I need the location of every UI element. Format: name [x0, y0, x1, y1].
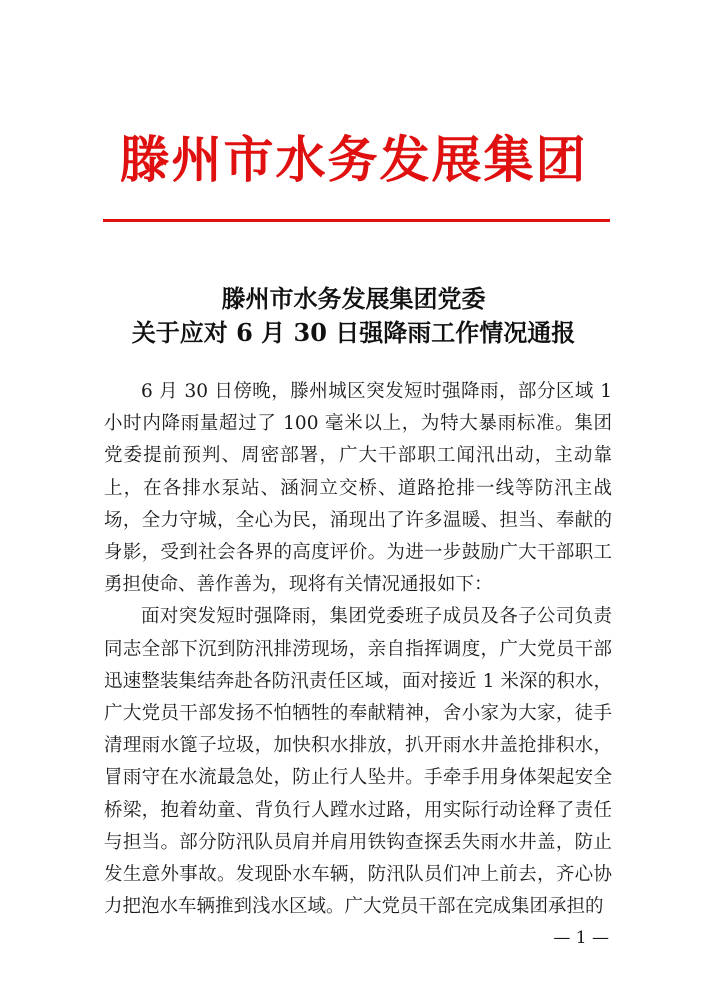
letterhead-red-rule	[103, 219, 610, 222]
body-paragraph-2: 面对突发短时强降雨，集团党委班子成员及各子公司负责同志全部下沉到防汛排涝现场，亲自指挥调度，广大党员干部迅速整装集结奔赴各防汛责任区域，面对接近 1 米深的积水，广大党员干部发扬不怕牺牲的奉献精神，舍小家为大家，徒手清理雨水篦子垃圾，加快积水排放，扒开雨水井盖抢排积水，冒雨守在水流最急处，防止行人坠井。手牵手用身体架起安全桥梁，抱着幼童、背负行人蹚水过路，用实际行动诠释了责任与担当。部分防汛队员肩并肩用铁钩查探丢失雨水井盖，防止发生意外事故。发现卧水车辆，防汛队员们冲上前去，齐心协力把泡水车辆推到浅水区域。广大党员干部在完成集团承担的	[104, 606, 612, 918]
document-title-line-1: 滕州市水务发展集团党委	[221, 284, 486, 313]
page-number: — 1 —	[553, 928, 609, 948]
document-title-line-2: 关于应对 6 月 30 日强降雨工作情况通报	[131, 318, 576, 347]
letterhead-org-name: 滕州市水务发展集团	[119, 130, 588, 189]
body-paragraph-1: 6 月 30 日傍晚，滕州城区突发短时强降雨，部分区域 1 小时内降雨量超过了 100 毫米以上，为特大暴雨标准。集团党委提前预判、周密部署，广大干部职工闻汛出动，主动靠上，在各排水泵站、涵洞立交桥、道路抢排一线等防汛主战场，全力守城，全心为民，涌现出了许多温暖、担当、奉献的身影，受到社会各界的高度评价。为进一步鼓励广大干部职工勇担使命、善作善为，现将有关情况通报如下：	[104, 381, 612, 596]
document-body	[104, 376, 612, 923]
